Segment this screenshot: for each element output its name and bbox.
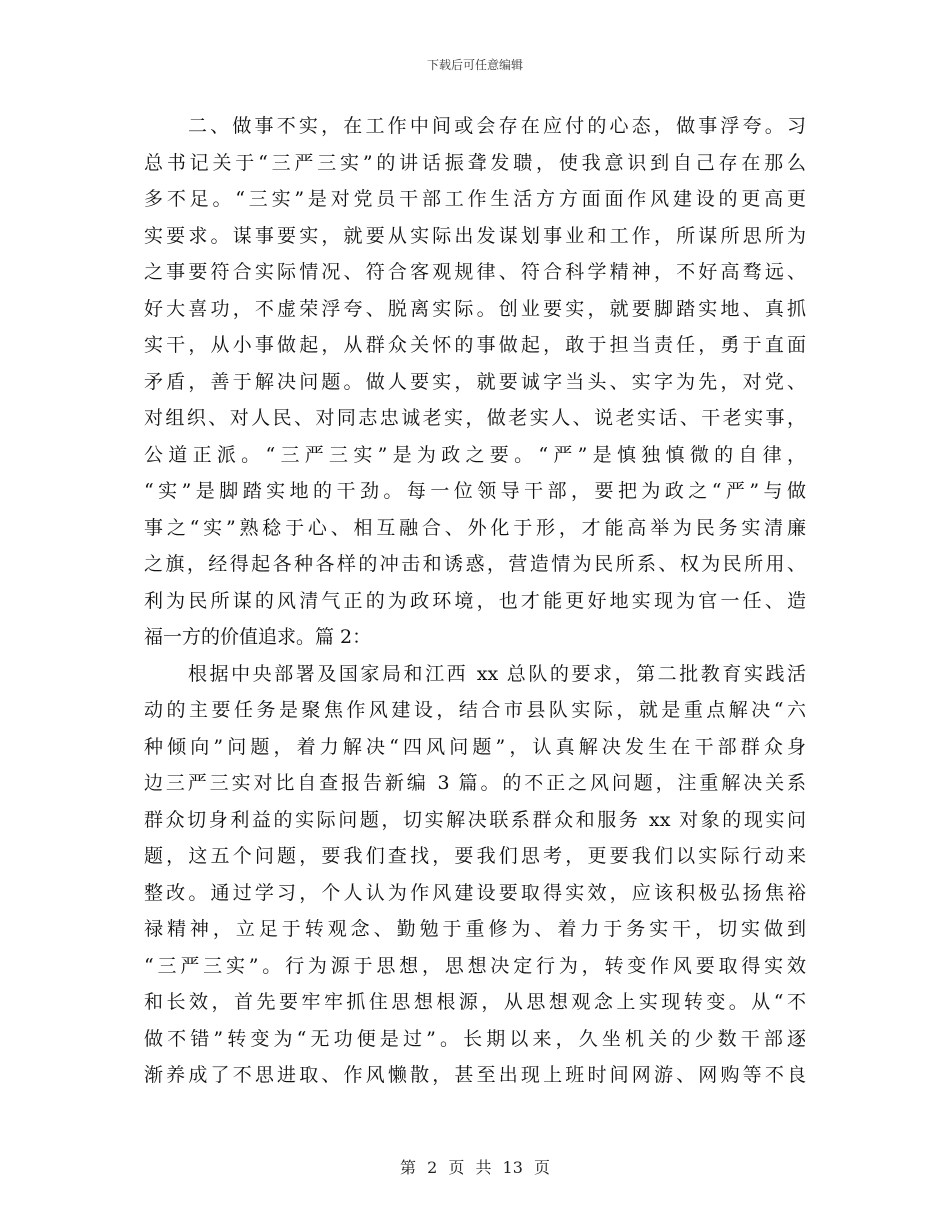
text-line: 整改。通过学习，个人认为作风建设要取得实效，应该积极弘扬焦裕 bbox=[144, 881, 806, 904]
text-line: 福一方的价值追求。篇 2： bbox=[144, 626, 372, 648]
text-line: 二、做事不实，在工作中间或会存在应付的心态，做事浮夸。习 bbox=[188, 115, 806, 137]
text-line: 多不足。“三实”是对党员干部工作生活方方面面作风建设的更高更 bbox=[144, 188, 806, 210]
text-line: 总书记关于“三严三实”的讲话振聋发聩，使我意识到自己存在那么 bbox=[144, 151, 806, 174]
text-line: 和长效，首先要牢牢抓住思想根源，从思想观念上实现转变。从“不 bbox=[144, 991, 806, 1013]
text-line: 矛盾，善于解决问题。做人要实，就要诚字当头、实字为先，对党、 bbox=[144, 370, 806, 393]
text-line: 种倾向”问题，着力解决“四风问题”，认真解决发生在干部群众身 bbox=[144, 735, 806, 758]
text-line: 好大喜功，不虚荣浮夸、脱离实际。创业要实，就要脚踏实地、真抓 bbox=[144, 297, 806, 320]
text-line: 动的主要任务是聚焦作风建设，结合市县队实际，就是重点解决“六 bbox=[144, 699, 806, 721]
text-line: 边三严三实对比自查报告新编 3 篇。的不正之风问题，注重解决关系 bbox=[144, 772, 806, 794]
text-line: 对组织、对人民、对同志忠诚老实，做老实人、说老实话、干老实事， bbox=[144, 407, 806, 429]
text-line: 事之“实”熟稔于心、相互融合、外化于形，才能高举为民务实清廉 bbox=[144, 516, 806, 539]
text-line: 根据中央部署及国家局和江西 xx 总队的要求，第二批教育实践活 bbox=[188, 662, 806, 685]
document-body bbox=[144, 108, 806, 1094]
text-line: 之事要符合实际情况、符合客观规律、符合科学精神，不好高骛远、 bbox=[144, 261, 806, 283]
text-line: 实干，从小事做起，从群众关怀的事做起，敢于担当责任，勇于直面 bbox=[144, 334, 806, 356]
text-line: 公道正派。“三严三实”是为政之要。“严”是慎独慎微的自律， bbox=[144, 443, 806, 466]
text-line: 之旗，经得起各种各样的冲击和诱惑，营造情为民所系、权为民所用、 bbox=[144, 553, 806, 575]
text-line: 禄精神，立足于转观念、勤勉于重修为、着力于务实干，切实做到 bbox=[144, 918, 806, 940]
text-line: 渐养成了不思进取、作风懒散，甚至出现上班时间网游、网购等不良 bbox=[144, 1064, 806, 1086]
page-number: 第 2 页 共 13 页 bbox=[400, 1158, 550, 1177]
text-line: 实要求。谋事要实，就要从实际出发谋划事业和工作，所谋所思所为 bbox=[144, 224, 806, 247]
text-line: 做不错”转变为“无功便是过”。长期以来，久坐机关的少数干部逐 bbox=[144, 1027, 806, 1050]
text-line: 利为民所谋的风清气正的为政环境，也才能更好地实现为官一任、造 bbox=[144, 589, 806, 612]
page-header-note: 下载后可任意编辑 bbox=[426, 58, 523, 72]
text-line: “实”是脚踏实地的干劲。每一位领导干部，要把为政之“严”与做 bbox=[144, 480, 806, 502]
text-line: 题，这五个问题，要我们查找，要我们思考，更要我们以实际行动来 bbox=[144, 845, 806, 867]
text-line: “三严三实”。行为源于思想，思想决定行为，转变作风要取得实效 bbox=[144, 954, 806, 977]
text-line: 群众切身利益的实际问题，切实解决联系群众和服务 xx 对象的现实问 bbox=[144, 808, 806, 831]
